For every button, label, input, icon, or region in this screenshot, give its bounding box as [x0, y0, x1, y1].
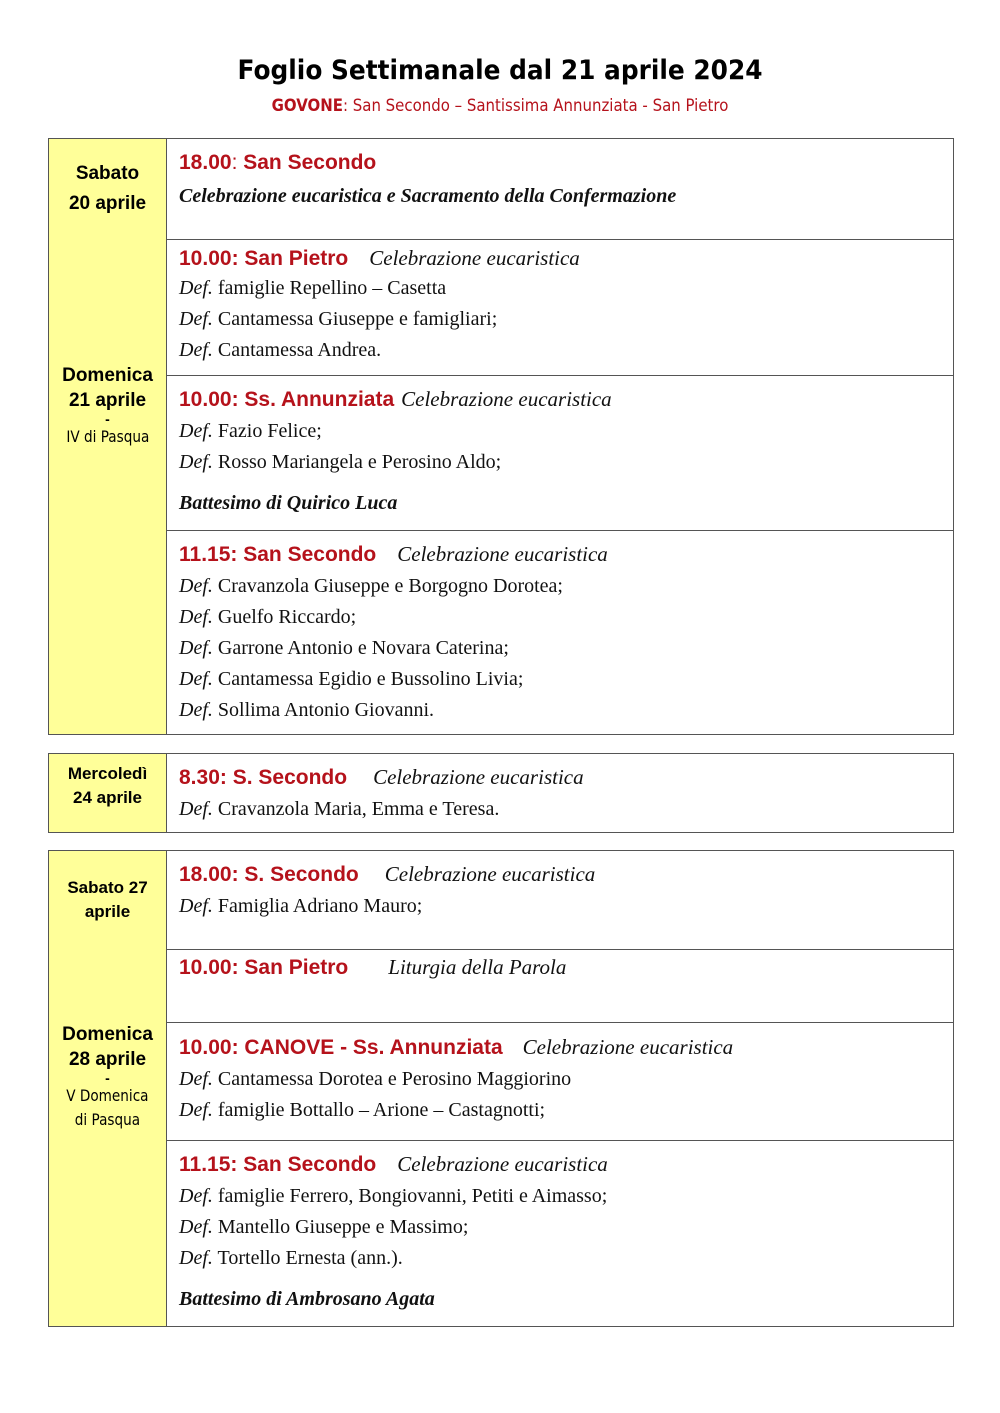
day-date: 21 aprile	[68, 390, 147, 411]
def-prefix: Def.	[179, 1099, 213, 1121]
def-prefix: Def.	[179, 606, 213, 628]
mass-separator: :	[231, 151, 244, 174]
intention-line: Def. Garrone Antonio e Novara Caterina;	[179, 637, 509, 659]
day-name: Mercoledì	[67, 764, 148, 783]
intention-line: Def. Cravanzola Giuseppe e Borgogno Dorotea;	[179, 575, 563, 597]
mass-time: 10.00	[179, 247, 232, 270]
def-prefix: Def.	[179, 1247, 213, 1269]
mass-description: Celebrazione eucaristica	[369, 246, 580, 270]
def-prefix: Def.	[179, 451, 213, 473]
def-prefix: Def.	[179, 637, 213, 659]
mass-description: Liturgia della Parola	[388, 955, 567, 979]
def-prefix: Def.	[179, 277, 213, 299]
day-label-cell	[49, 238, 167, 734]
def-prefix: Def.	[179, 1068, 213, 1090]
mass-place: San Secondo	[243, 543, 377, 566]
mass-heading	[179, 542, 953, 567]
mass-description: Celebrazione eucaristica	[397, 542, 608, 566]
mass-time: 18.00	[179, 863, 232, 886]
mass-time: 10.00	[179, 1036, 232, 1059]
mass-place: San Pietro	[244, 956, 349, 979]
mass-place: S. Secondo	[244, 863, 359, 886]
mass-entry	[167, 754, 953, 832]
day-name: Domenica	[62, 1024, 153, 1045]
mass-description: Celebrazione eucaristica	[384, 862, 596, 886]
mass-separator: :	[219, 766, 233, 789]
intention-line: Def. Cantamessa Egidio e Bussolino Livia;	[179, 668, 524, 690]
def-prefix: Def.	[179, 1216, 213, 1238]
day-label-cell	[49, 139, 167, 239]
intention-line: Def. famiglie Bottallo – Arione – Castagnotti;	[179, 1099, 546, 1121]
schedule-block-sabato-27	[48, 850, 954, 950]
mass-entry	[167, 139, 953, 239]
mass-entry	[167, 1140, 953, 1326]
intention-line: Def. Cravanzola Maria, Emma e Teresa.	[179, 798, 500, 820]
day-date: 20 aprile	[68, 193, 147, 214]
mass-separator: :	[231, 1036, 245, 1059]
day-name: Sabato 27	[67, 878, 148, 897]
mass-heading	[179, 862, 953, 887]
mass-description: Celebrazione eucaristica	[373, 765, 584, 789]
mass-place: Ss. Annunziata	[244, 388, 395, 411]
def-prefix: Def.	[179, 699, 213, 721]
mass-place: S. Secondo	[232, 766, 348, 789]
intention-line: Def. Guelfo Riccardo;	[179, 606, 357, 628]
intention-line: Def. Famiglia Adriano Mauro;	[179, 895, 423, 917]
def-prefix: Def.	[179, 668, 213, 690]
mass-place: San Secondo	[243, 1153, 377, 1176]
mass-heading	[179, 765, 953, 790]
mass-entry	[167, 375, 953, 530]
mass-heading	[179, 151, 953, 175]
intention-line: Def. Rosso Mariangela e Perosino Aldo;	[179, 451, 502, 473]
day-liturgical: IV di Pasqua	[66, 427, 149, 446]
def-prefix: Def.	[179, 895, 213, 917]
mass-separator: :	[230, 543, 244, 566]
day-name: Domenica	[62, 365, 153, 386]
church-list: : San Secondo – Santissima Annunziata - San Pietro	[342, 96, 729, 116]
intention-line: Def. famiglie Repellino – Casetta	[179, 277, 447, 299]
mass-separator: :	[231, 388, 245, 411]
schedule-block-domenica-28	[48, 948, 954, 1327]
day-liturgical: V Domenica	[66, 1086, 149, 1105]
mass-time: 18.00	[179, 151, 232, 174]
location-name: GOVONE	[271, 96, 343, 116]
mass-heading	[179, 387, 953, 412]
schedule-block-sabato-20	[48, 138, 954, 240]
def-prefix: Def.	[179, 308, 213, 330]
mass-separator: :	[231, 956, 245, 979]
mass-time: 11.15	[179, 1153, 231, 1176]
mass-place: San Secondo	[243, 151, 377, 174]
intention-line: Def. Fazio Felice;	[179, 420, 322, 442]
mass-separator: :	[231, 863, 245, 886]
mass-description: Celebrazione eucaristica	[522, 1035, 734, 1059]
page-title: Foglio Settimanale dal 21 aprile 2024	[237, 55, 763, 86]
mass-description: Celebrazione eucaristica	[397, 1152, 608, 1176]
day-date: 28 aprile	[68, 1049, 147, 1070]
baptism-note: Battesimo di Ambrosano Agata	[179, 1288, 435, 1310]
mass-heading	[179, 246, 953, 271]
day-liturgical: di Pasqua	[74, 1110, 141, 1129]
day-label-cell	[49, 754, 167, 832]
mass-place: CANOVE - Ss. Annunziata	[244, 1036, 503, 1059]
day-date: aprile	[84, 902, 131, 921]
def-prefix: Def.	[179, 339, 213, 361]
intention-line: Def. Cantamessa Andrea.	[179, 339, 382, 361]
mass-entry	[167, 530, 953, 734]
intention-line: Def. Tortello Ernesta (ann.).	[179, 1247, 403, 1269]
def-prefix: Def.	[179, 420, 213, 442]
day-label-cell	[49, 851, 167, 949]
schedule-block-mercoledi-24	[48, 753, 954, 833]
mass-time: 10.00	[179, 956, 232, 979]
intention-line: Def. Cantamessa Giuseppe e famigliari;	[179, 308, 498, 330]
mass-heading	[179, 955, 953, 980]
mass-note: Celebrazione eucaristica e Sacramento della Confermazione	[179, 185, 677, 207]
day-dash: -	[105, 411, 110, 427]
schedule-block-domenica-21	[48, 238, 954, 735]
intention-line: Def. Mantello Giuseppe e Massimo;	[179, 1216, 469, 1238]
def-prefix: Def.	[179, 798, 213, 820]
mass-entry	[167, 948, 953, 1022]
baptism-note: Battesimo di Quirico Luca	[179, 492, 398, 514]
mass-time: 10.00	[179, 388, 232, 411]
day-name: Sabato	[75, 163, 140, 184]
mass-separator: :	[231, 247, 245, 270]
def-prefix: Def.	[179, 1185, 213, 1207]
mass-entry	[167, 1022, 953, 1140]
day-date: 24 aprile	[73, 788, 142, 807]
mass-heading	[179, 1035, 953, 1060]
mass-entry	[167, 238, 953, 375]
page-subtitle	[60, 96, 940, 116]
mass-time: 11.15	[179, 543, 231, 566]
intention-line: Def. famiglie Ferrero, Bongiovanni, Petiti e Aimasso;	[179, 1185, 608, 1207]
def-prefix: Def.	[179, 575, 213, 597]
mass-entry	[167, 851, 953, 949]
mass-place: San Pietro	[244, 247, 349, 270]
mass-separator: :	[230, 1153, 244, 1176]
day-label-cell	[49, 948, 167, 1326]
day-dash: -	[105, 1070, 110, 1086]
intention-line: Def. Cantamessa Dorotea e Perosino Maggiorino	[179, 1068, 572, 1090]
mass-description: Celebrazione eucaristica	[401, 387, 612, 411]
mass-time: 8.30	[179, 766, 220, 789]
intention-line: Def. Sollima Antonio Giovanni.	[179, 699, 435, 721]
mass-heading	[179, 1152, 953, 1177]
